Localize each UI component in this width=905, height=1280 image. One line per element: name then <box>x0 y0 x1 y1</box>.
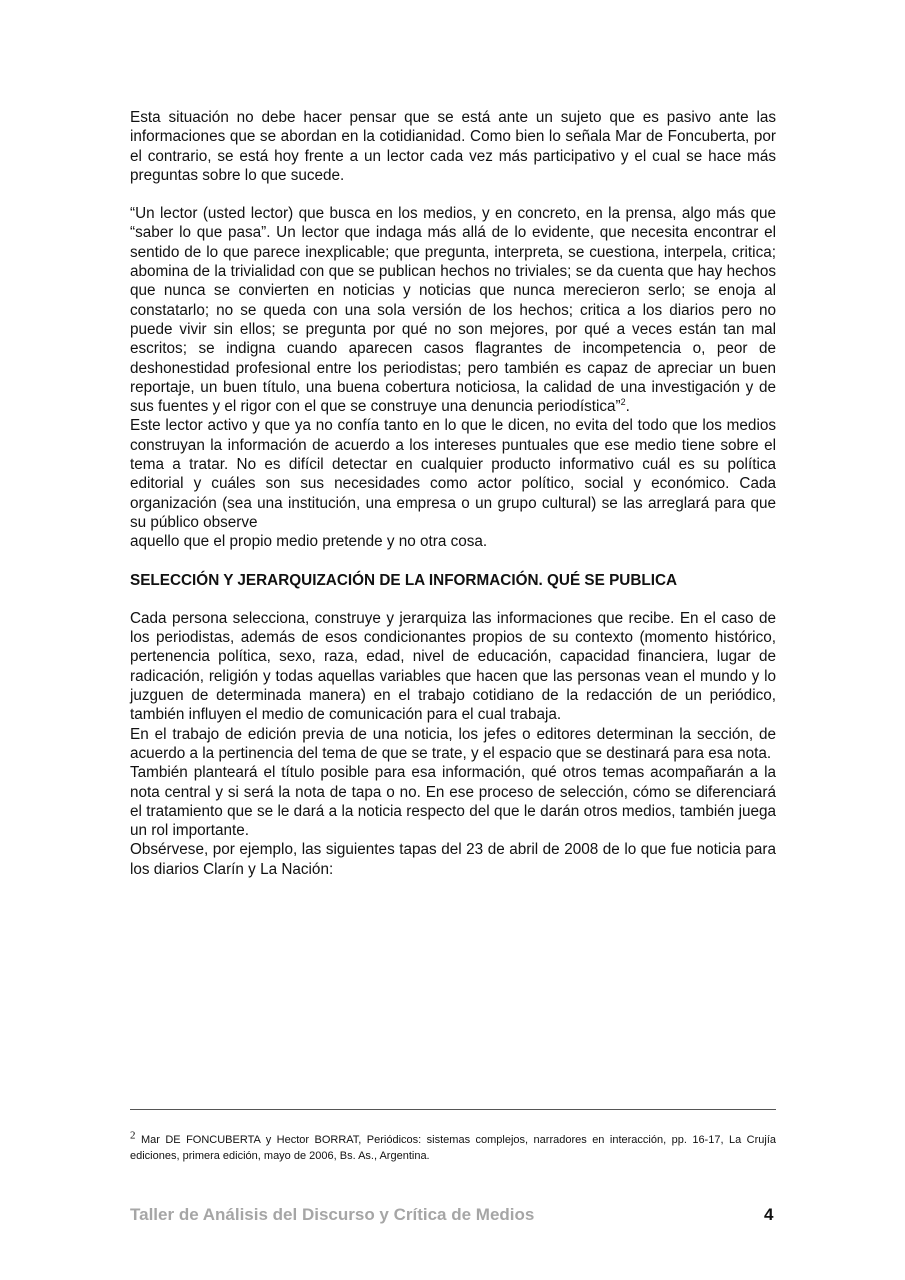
paragraph-example: Obsérvese, por ejemplo, las siguientes tapas del 23 de abril de 2008 de lo que fue noticia para los diarios Clarín y La Nación: <box>130 841 776 878</box>
footer-title: Taller de Análisis del Discurso y Crítica de Medios <box>130 1205 535 1224</box>
paragraph-selection: Cada persona selecciona, construye y jerarquiza las informaciones que recibe. En el caso de los periodistas, además de esos condicionantes propios de su contexto (momento histórico, pertenencia política, sexo, raza, edad, nivel de educación, capacidad financiera, lugar de radicación, religión y todas aquellas variables que hacen que las personas vean el mundo y lo juzguen de determinada manera) en el trabajo cotidiano de la redacción de un periódico, también influyen el medio de comunicación para el cual trabaja. <box>130 609 776 724</box>
paragraph-intro: Esta situación no debe hacer pensar que se está ante un sujeto que es pasivo ante las informaciones que se abordan en la cotidianidad. Como bien lo señala Mar de Foncuberta, por el contrario, se está hoy frente a un lector cada vez más participativo y el cual se hace más preguntas sobre lo que sucede. <box>130 109 776 184</box>
section-heading: SELECCIÓN Y JERARQUIZACIÓN DE LA INFORMACIÓN. QUÉ SE PUBLICA <box>130 571 678 589</box>
footnote <box>130 1129 776 1164</box>
footnote-text: Mar DE FONCUBERTA y Hector BORRAT, Periódicos: sistemas complejos, narradores en interacción, pp. 16-17, La Crujía ediciones, primera edición, mayo de 2006, Bs. As., Argentina. <box>130 1134 776 1162</box>
body-text <box>130 108 776 879</box>
footnote-separator <box>130 1109 776 1110</box>
quote-end: . <box>625 398 630 416</box>
paragraph-title: También planteará el título posible para esa información, qué otros temas acompañarán a la nota central y si será la nota de tapa o no. En ese proceso de selección, cómo se diferenciará el tratamiento que se le dará a la noticia respecto del que le darán otros medios, también juega un rol importante. <box>130 764 776 840</box>
paragraph-editing: En el trabajo de edición previa de una noticia, los jefes o editores determinan la sección, de acuerdo a la pertinencia del tema de que se trate, y el espacio que se destinará para esa nota. <box>130 725 776 762</box>
quote-text: “Un lector (usted lector) que busca en los medios, y en concreto, en la prensa, algo más que “saber lo que pasa”. Un lector que indaga más allá de lo evidente, que necesita encontrar el sentido de lo que parece inexplicable; que pregunta, interpreta, se cuestiona, interpela, critica; abomina de la trivialidad con que se publican hechos no triviales; se da cuenta que hay hechos que nunca se convierten en noticias y noticias que nunca merecieron serlo; se enoja al constatarlo; no se queda con una sola versión de los hechos; critica a los diarios pero no puede vivir sin ellos; se pregunta por qué no son mejores, por qué a veces están tan mal escritos; se indigna cuando aparecen casos flagrantes de incompetencia o, peor de deshonestidad profesional entre los periodistas; pero también es capaz de apreciar un buen reportaje, un buen título, una buena cobertura noticiosa, la calidad de una investigación y de sus fuentes y el rigor con el que se construye una denuncia periodística” <box>130 205 776 416</box>
footnote-reference[interactable]: 2 <box>620 397 626 408</box>
footnote-number: 2 <box>130 1129 136 1142</box>
paragraph-active-reader: Este lector activo y que ya no confía tanto en lo que le dicen, no evita del todo que los medios construyan la información de acuerdo a los intereses puntuales que ese medio tiene sobre el tema a tratar. No es difícil detectar en cualquier producto informativo cuál es su política editorial y cuáles son sus necesidades como actor político, social y económico. Cada organización (sea una institución, una empresa o un grupo cultural) se las arreglará para que su público observe <box>130 417 776 531</box>
page-number: 4 <box>764 1205 774 1224</box>
quote-paragraph <box>130 204 776 416</box>
paragraph-active-reader-end: aquello que el propio medio pretende y no otra cosa. <box>130 533 488 551</box>
